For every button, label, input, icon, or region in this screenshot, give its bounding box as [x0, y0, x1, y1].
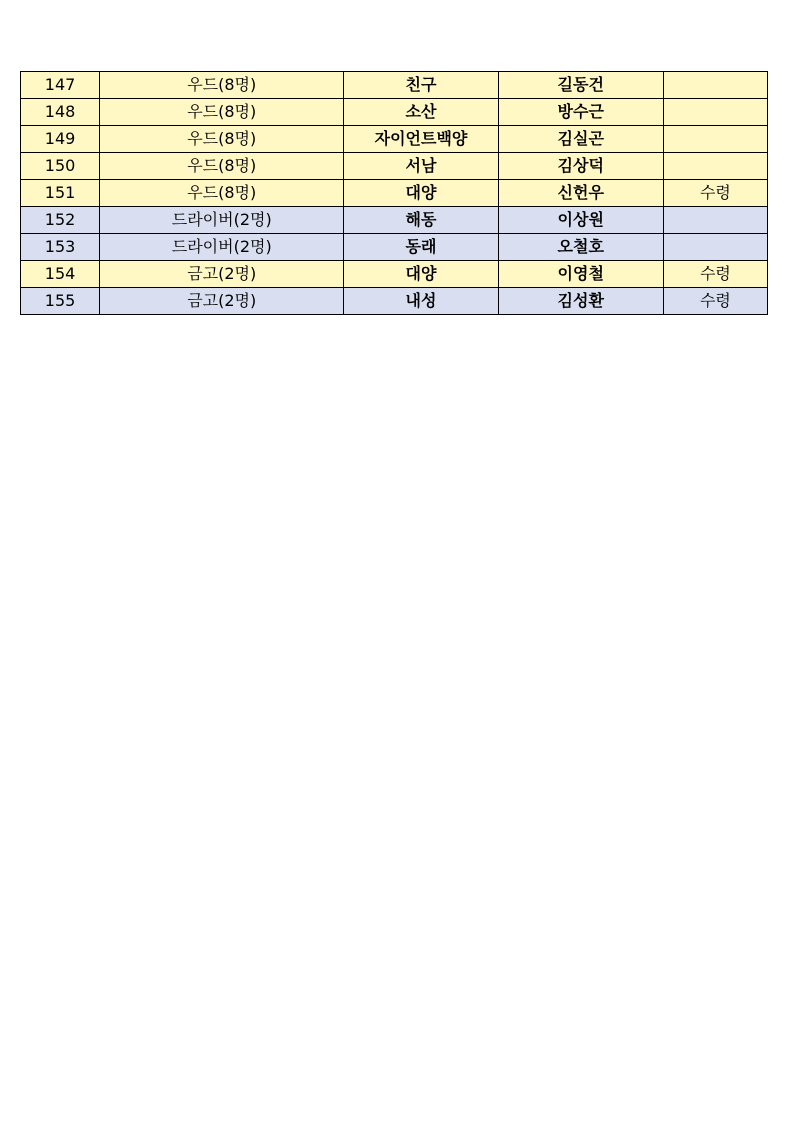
table-row: [21, 234, 768, 261]
prize-category: 금고(2명): [100, 288, 344, 315]
table-row: [21, 72, 768, 99]
prize-category: 우드(8명): [100, 180, 344, 207]
table-row: [21, 153, 768, 180]
row-number: 155: [21, 288, 100, 315]
club-name: 동래: [344, 234, 498, 261]
table-row: [21, 180, 768, 207]
row-number: 148: [21, 99, 100, 126]
prize-category: 드라이버(2명): [100, 234, 344, 261]
prize-category: 우드(8명): [100, 99, 344, 126]
prize-category: 우드(8명): [100, 126, 344, 153]
receipt-note: [663, 72, 767, 99]
prize-category: 우드(8명): [100, 72, 344, 99]
receipt-note: [663, 99, 767, 126]
receipt-note: [663, 207, 767, 234]
receipt-note: [663, 153, 767, 180]
club-name: 해동: [344, 207, 498, 234]
row-number: 153: [21, 234, 100, 261]
table-row: [21, 261, 768, 288]
row-number: 151: [21, 180, 100, 207]
winner-name: 이상원: [498, 207, 663, 234]
receipt-note: [663, 234, 767, 261]
receipt-note: 수령: [663, 288, 767, 315]
club-name: 대양: [344, 261, 498, 288]
receipt-note: [663, 126, 767, 153]
winner-name: 오철호: [498, 234, 663, 261]
row-number: 149: [21, 126, 100, 153]
club-name: 내성: [344, 288, 498, 315]
club-name: 친구: [344, 72, 498, 99]
row-number: 147: [21, 72, 100, 99]
club-name: 소산: [344, 99, 498, 126]
winner-name: 길동건: [498, 72, 663, 99]
row-number: 154: [21, 261, 100, 288]
prize-table: [20, 71, 768, 315]
prize-category: 드라이버(2명): [100, 207, 344, 234]
prize-category: 금고(2명): [100, 261, 344, 288]
prize-category: 우드(8명): [100, 153, 344, 180]
table-row: [21, 207, 768, 234]
winner-name: 김실곤: [498, 126, 663, 153]
row-number: 150: [21, 153, 100, 180]
club-name: 대양: [344, 180, 498, 207]
receipt-note: 수령: [663, 180, 767, 207]
table-row: [21, 126, 768, 153]
receipt-note: 수령: [663, 261, 767, 288]
table-row: [21, 288, 768, 315]
winner-name: 방수근: [498, 99, 663, 126]
winner-name: 이영철: [498, 261, 663, 288]
row-number: 152: [21, 207, 100, 234]
table-row: [21, 99, 768, 126]
club-name: 자이언트백양: [344, 126, 498, 153]
club-name: 서남: [344, 153, 498, 180]
winner-name: 신헌우: [498, 180, 663, 207]
winner-name: 김성환: [498, 288, 663, 315]
winner-name: 김상덕: [498, 153, 663, 180]
